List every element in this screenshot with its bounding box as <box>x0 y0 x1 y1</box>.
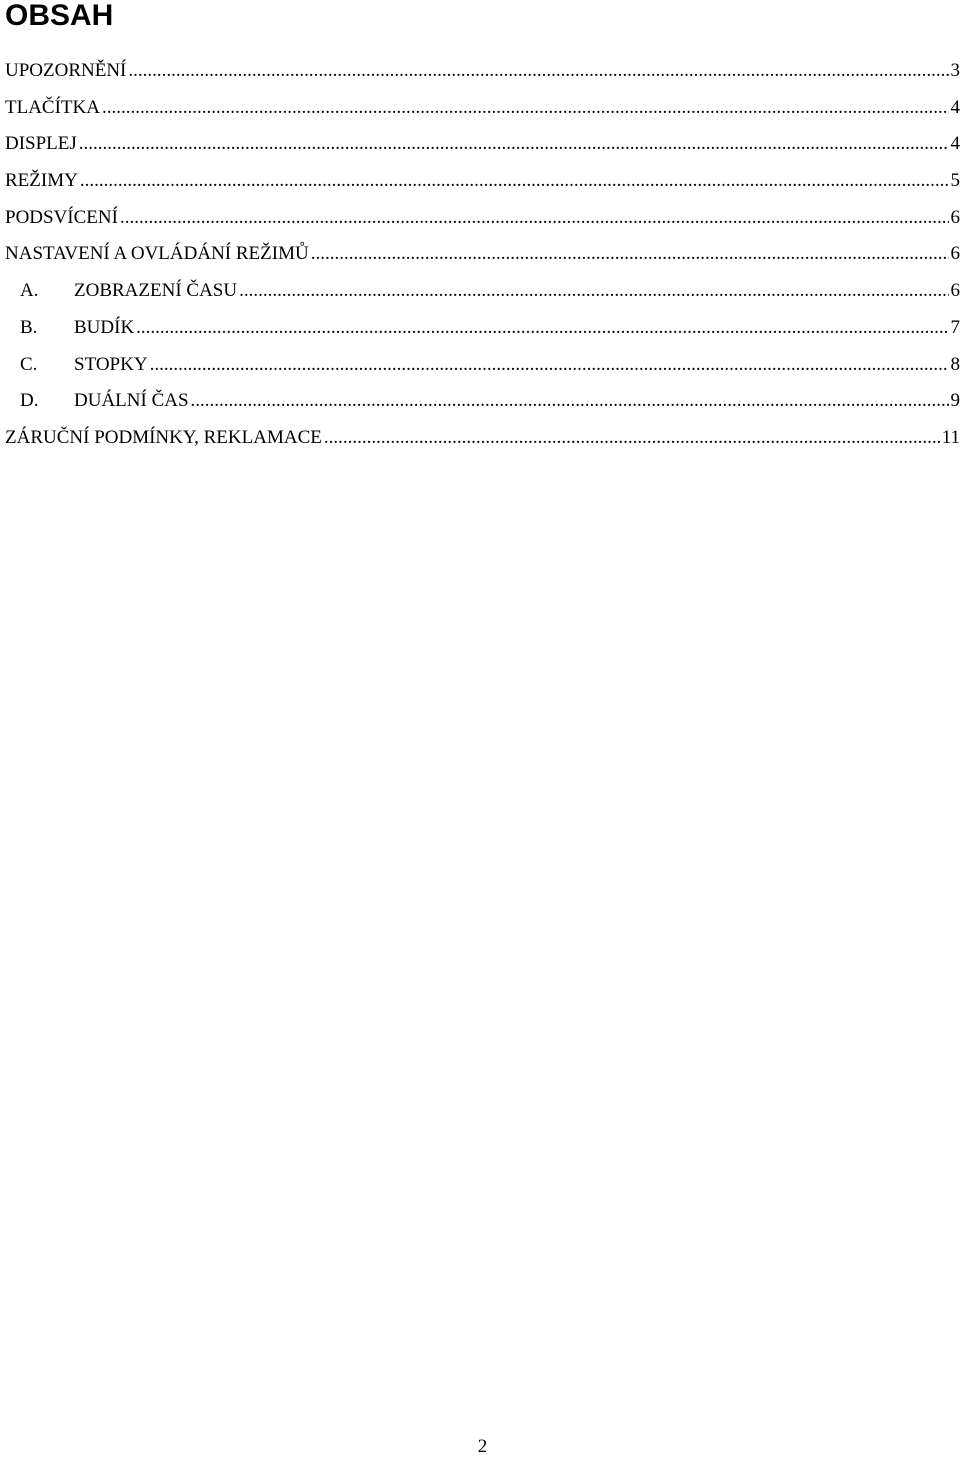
toc-entry-title: UPOZORNĚNÍ <box>5 53 126 90</box>
toc-entry-zobrazeni-casu[interactable] <box>5 273 960 310</box>
page-title: OBSAH <box>5 0 113 35</box>
toc-entry-nastaveni[interactable] <box>5 236 960 273</box>
toc-entry-title: ZOBRAZENÍ ČASU <box>74 273 237 310</box>
toc-entry-title: DUÁLNÍ ČAS <box>74 383 189 420</box>
toc-entry-letter: C. <box>20 347 74 384</box>
toc-dot-leader <box>311 236 949 273</box>
toc-dot-leader <box>120 200 949 237</box>
toc-entry-rezimy[interactable] <box>5 163 960 200</box>
toc-entry-page: 11 <box>942 420 960 457</box>
toc-dot-leader <box>79 126 949 163</box>
toc-dot-leader <box>136 310 948 347</box>
toc-entry-page: 6 <box>951 236 960 273</box>
toc-dot-leader <box>102 90 949 127</box>
toc-dot-leader <box>324 420 940 457</box>
table-of-contents <box>5 53 960 457</box>
toc-entry-title: NASTAVENÍ A OVLÁDÁNÍ REŽIMŮ <box>5 236 309 273</box>
toc-entry-page: 9 <box>951 383 960 420</box>
toc-entry-page: 4 <box>951 126 960 163</box>
toc-entry-title: PODSVÍCENÍ <box>5 200 118 237</box>
toc-entry-stopky[interactable] <box>5 347 960 384</box>
toc-entry-letter: A. <box>20 273 74 310</box>
toc-entry-title: ZÁRUČNÍ PODMÍNKY, REKLAMACE <box>5 420 322 457</box>
toc-entry-tlacitka[interactable] <box>5 90 960 127</box>
toc-entry-page: 8 <box>951 347 960 384</box>
toc-entry-letter: D. <box>20 383 74 420</box>
toc-entry-page: 6 <box>951 273 960 310</box>
toc-entry-title: REŽIMY <box>5 163 78 200</box>
toc-entry-upozorneni[interactable] <box>5 53 960 90</box>
toc-dot-leader <box>80 163 949 200</box>
toc-entry-displej[interactable] <box>5 126 960 163</box>
toc-entry-budik[interactable] <box>5 310 960 347</box>
toc-entry-title: STOPKY <box>74 347 148 384</box>
toc-entry-page: 6 <box>951 200 960 237</box>
toc-entry-title: DISPLEJ <box>5 126 77 163</box>
toc-entry-title: BUDÍK <box>74 310 134 347</box>
toc-entry-page: 5 <box>951 163 960 200</box>
toc-entry-letter: B. <box>20 310 74 347</box>
toc-dot-leader <box>239 273 948 310</box>
page-number: 2 <box>0 1436 960 1458</box>
toc-entry-podsviceni[interactable] <box>5 200 960 237</box>
toc-entry-page: 4 <box>951 90 960 127</box>
toc-entry-title: TLAČÍTKA <box>5 90 100 127</box>
toc-entry-page: 7 <box>951 310 960 347</box>
toc-dot-leader <box>150 347 949 384</box>
toc-entry-page: 3 <box>951 53 960 90</box>
toc-dot-leader <box>128 53 948 90</box>
toc-dot-leader <box>191 383 949 420</box>
toc-entry-dualni-cas[interactable] <box>5 383 960 420</box>
toc-entry-zarucni-podminky[interactable] <box>5 420 960 457</box>
